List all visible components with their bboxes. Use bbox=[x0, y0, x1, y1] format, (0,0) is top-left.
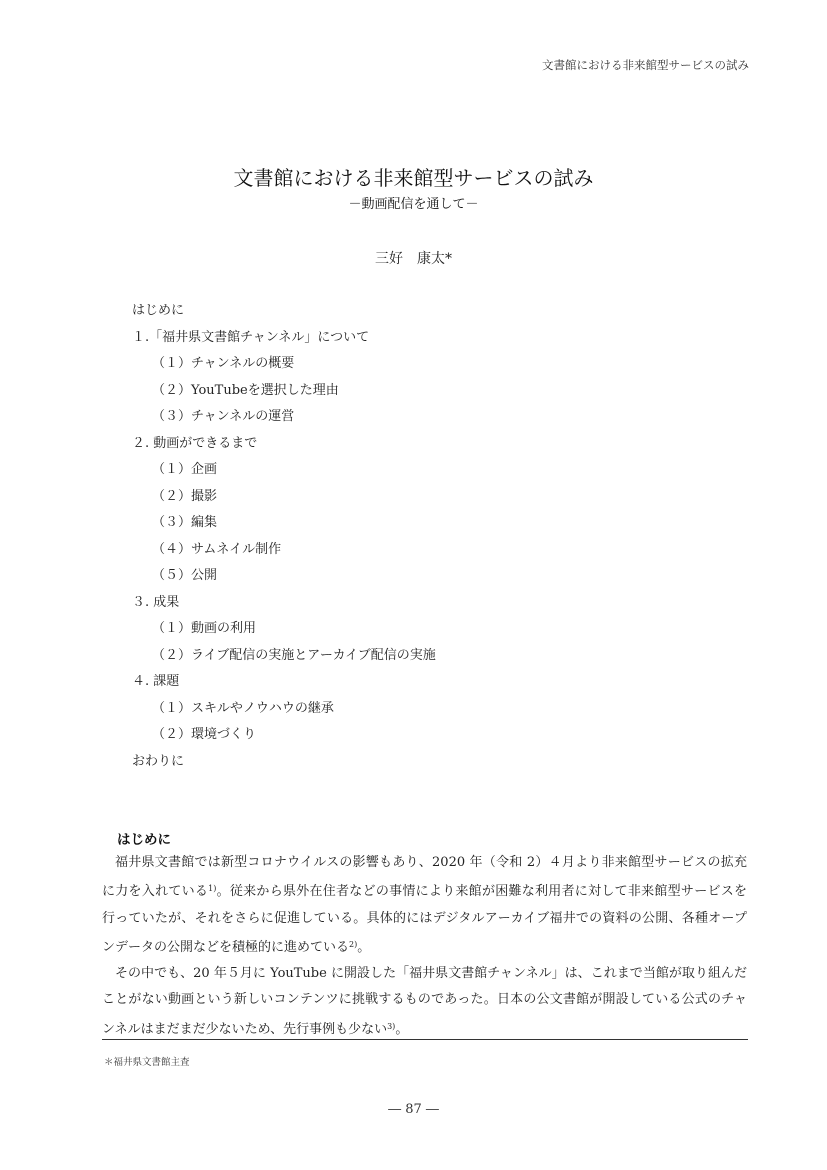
toc-item: １.「福井県文書館チャンネル」について bbox=[132, 329, 370, 345]
footnote-ref: 3) bbox=[387, 1021, 396, 1031]
paragraph bbox=[102, 850, 747, 961]
toc-item: （３）編集 bbox=[152, 515, 218, 530]
toc-item: （１）動画の利用 bbox=[152, 621, 257, 636]
table-of-contents bbox=[132, 298, 436, 775]
footnote-ref: 2) bbox=[349, 939, 358, 949]
footnote-ref: 1) bbox=[208, 884, 217, 894]
author-footnote: ＊福井県文書館主査 bbox=[104, 1057, 190, 1068]
paragraph-text: 。従来から県外在住者などの事情により来館が困難な利用者に対して非来館型サービスを行っていたが、それをさらに促進している。具体的にはデジタルアーカイブ福井での資料の公開、各種オープンデータの公開などを積極的に進めている bbox=[102, 884, 747, 955]
article-title: 文書館における非来館型サービスの試み bbox=[233, 166, 594, 190]
toc-item: （３）チャンネルの運営 bbox=[152, 409, 295, 424]
body-text bbox=[102, 850, 747, 1043]
toc-item: （４）サムネイル制作 bbox=[152, 541, 282, 557]
toc-item: ４. 課題 bbox=[132, 674, 180, 689]
paragraph bbox=[102, 961, 747, 1043]
article-subtitle: －動画配信を通して－ bbox=[348, 197, 479, 212]
toc-item: （１）企画 bbox=[152, 462, 218, 477]
toc-item: （１）スキルやノウハウの継承 bbox=[152, 700, 334, 716]
page-number: ― 87 ― bbox=[388, 1102, 439, 1117]
toc-item: （５）公開 bbox=[152, 568, 218, 583]
paragraph-text: 。 bbox=[357, 939, 371, 955]
toc-item: （１）チャンネルの概要 bbox=[152, 356, 295, 371]
toc-item: ２. 動画ができるまで bbox=[132, 435, 258, 451]
toc-item: はじめに bbox=[132, 303, 185, 318]
toc-item: ３. 成果 bbox=[132, 594, 180, 610]
paragraph-text: 。 bbox=[395, 1021, 409, 1037]
paragraph-text: その中でも、20 年５月に YouTube に開設した「福井県文書館チャンネル」は、これまで当館が取り組んだことがない動画という新しいコンテンツに挑戦するものであった。日本の公文書館が開設している公式のチャンネルはまだまだ少ないため、先行事例も少ない bbox=[102, 966, 747, 1037]
toc-item: （２）環境づくり bbox=[152, 727, 257, 742]
author-name: 三好 康太* bbox=[375, 251, 452, 267]
toc-item: （２）ライブ配信の実施とアーカイブ配信の実施 bbox=[152, 647, 436, 663]
running-header: 文書館における非来館型サービスの試み bbox=[542, 58, 749, 72]
toc-item: おわりに bbox=[132, 753, 185, 769]
section-heading: はじめに bbox=[117, 832, 171, 848]
footnote-rule bbox=[102, 1039, 748, 1040]
paragraph-text: 福井県文書館では新型コロナウイルスの影響もあり、2020 年（令和 2）４月より非来館型サービスの拡充に力を入れている bbox=[102, 855, 747, 900]
toc-item: （２）YouTubeを選択した理由 bbox=[152, 382, 339, 398]
toc-item: （２）撮影 bbox=[152, 488, 218, 504]
